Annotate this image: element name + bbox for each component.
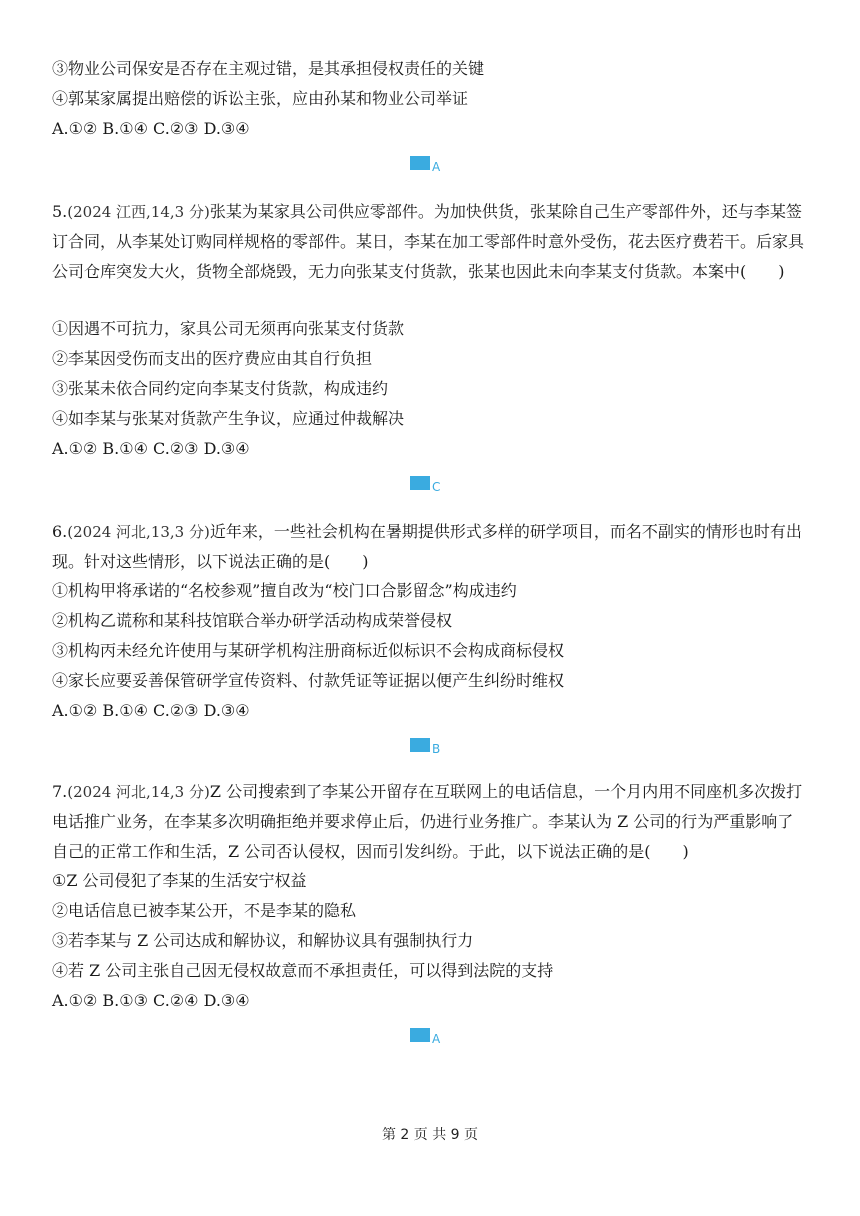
q6-option-4: ④家长应要妥善保管研学宣传资料、付款凭证等证据以便产生纠纷时维权 — [52, 671, 565, 690]
q4-answer — [410, 152, 440, 174]
q5-stem — [52, 197, 808, 287]
q7-stem-text: Z 公司搜索到了李某公开留存在互联网上的电话信息，一个月内用不同座机多次拨打电话推广业务，在李某多次明确拒绝并要求停止后，仍进行业务推广。李某认为 Z 公司的行为严重影响了自己的正常工作和生活，Z 公司否认侵权，因而引发纠纷。于此，以下说法正确的是( ) — [52, 782, 803, 861]
q7-option-1: ①Z 公司侵犯了李某的生活安宁权益 — [52, 871, 307, 890]
q6-option-3: ③机构丙未经允许使用与某研学机构注册商标近似标识不会构成商标侵权 — [52, 641, 565, 660]
q6-choices: A.①② B.①④ C.②③ D.③④ — [52, 701, 250, 720]
q7-source: (2024 河北,14,3 分) — [67, 783, 210, 801]
q7-stem — [52, 777, 808, 867]
q5-answer-letter: C — [432, 480, 441, 494]
answer-marker-icon — [410, 476, 430, 490]
q4-option-3: ③物业公司保安是否存在主观过错，是其承担侵权责任的关键 — [52, 59, 485, 78]
q7-option-4: ④若 Z 公司主张自己因无侵权故意而不承担责任，可以得到法院的支持 — [52, 961, 554, 980]
q5-option-3: ③张某未依合同约定向李某支付货款，构成违约 — [52, 379, 389, 398]
q6-source: (2024 河北,13,3 分) — [67, 523, 210, 541]
q7-answer-letter: A — [432, 1032, 441, 1046]
q7-choices: A.①② B.①③ C.②④ D.③④ — [52, 991, 250, 1010]
q6-option-1: ①机构甲将承诺的“名校参观”擅自改为“校门口合影留念”构成违约 — [52, 581, 517, 600]
q4-choices: A.①② B.①④ C.②③ D.③④ — [52, 119, 250, 138]
q6-answer-letter: B — [432, 742, 441, 756]
page-footer: 第 2 页 共 9 页 — [381, 1127, 479, 1143]
q6-stem-text: 近年来，一些社会机构在暑期提供形式多样的研学项目，而名不副实的情形也时有出现。针对这些情形，以下说法正确的是( ) — [52, 522, 802, 571]
q7-answer — [410, 1024, 440, 1046]
q6-stem — [52, 517, 808, 577]
q5-source: (2024 江西,14,3 分) — [67, 203, 210, 221]
answer-marker-icon — [410, 1028, 430, 1042]
q5-number: 5. — [52, 202, 68, 221]
q6-option-2: ②机构乙谎称和某科技馆联合举办研学活动构成荣誉侵权 — [52, 611, 453, 630]
answer-marker-icon — [410, 156, 430, 170]
answer-marker-icon — [410, 738, 430, 752]
q6-number: 6. — [52, 522, 68, 541]
q5-option-2: ②李某因受伤而支出的医疗费应由其自行负担 — [52, 349, 373, 368]
q5-answer — [410, 472, 440, 494]
q7-option-3: ③若李某与 Z 公司达成和解协议，和解协议具有强制执行力 — [52, 931, 474, 950]
q4-answer-letter: A — [432, 160, 441, 174]
q6-answer — [410, 734, 440, 756]
q7-option-2: ②电话信息已被李某公开，不是李某的隐私 — [52, 901, 357, 920]
q5-option-1: ①因遇不可抗力，家具公司无须再向张某支付货款 — [52, 319, 405, 338]
q7-number: 7. — [52, 782, 68, 801]
q4-option-4: ④郭某家属提出赔偿的诉讼主张，应由孙某和物业公司举证 — [52, 89, 469, 108]
q5-stem-text: 张某为某家具公司供应零部件。为加快供货，张某除自己生产零部件外，还与李某签订合同，从李某处订购同样规格的零部件。某日，李某在加工零部件时意外受伤，花去医疗费若干。后家具公司仓库突发大火，货物全部烧毁，无力向张某支付货款，张某也因此未向李某支付货款。本案中( ) — [52, 202, 805, 281]
q5-option-4: ④如李某与张某对货款产生争议，应通过仲裁解决 — [52, 409, 405, 428]
q5-choices: A.①② B.①④ C.②③ D.③④ — [52, 439, 250, 458]
